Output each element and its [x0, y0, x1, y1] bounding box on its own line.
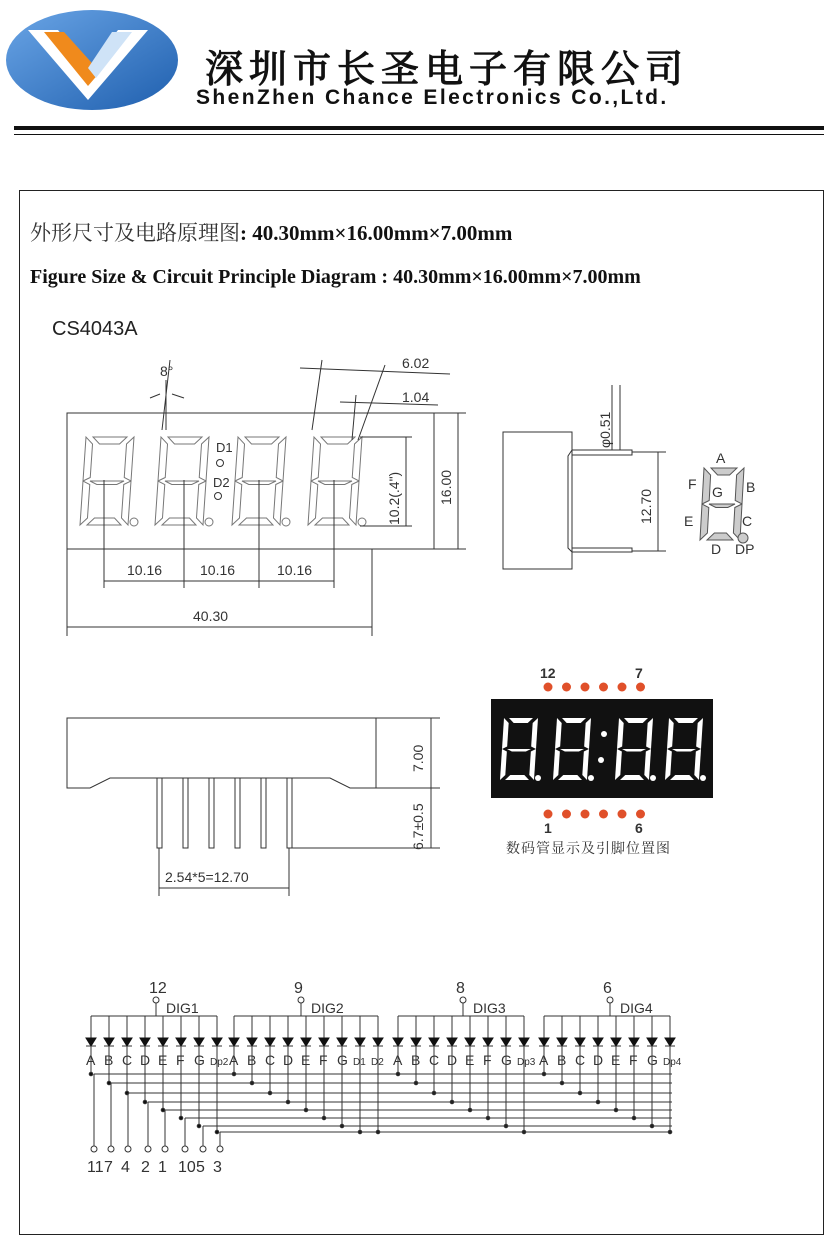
- digit-2-segment-label-4: D: [283, 1052, 294, 1068]
- pin-dot-top-3: [581, 683, 590, 692]
- front-digit-1-segment-a: [93, 437, 127, 444]
- digit-1-segment-label-6: F: [176, 1052, 185, 1068]
- front-digit-1-segment-e: [80, 481, 90, 525]
- side-body-outline: [503, 432, 572, 569]
- digit-1-segment-label-1: A: [86, 1052, 96, 1068]
- front-digit-4-segment-d: [315, 518, 349, 525]
- model-number: CS4043A: [52, 318, 138, 340]
- angle-arrows: [150, 394, 184, 398]
- digit-1-diode-1: [86, 1038, 96, 1046]
- digit-3-diode-1: [393, 1038, 403, 1046]
- digit-1-junction-6: [179, 1116, 183, 1120]
- side-pin-lower: [568, 450, 632, 552]
- bottom-pins: [157, 778, 292, 848]
- digit-4-segment-label-8: Dp4: [663, 1057, 682, 1068]
- segment-map-e: [700, 504, 709, 540]
- dim-pin-height: 12.70: [638, 488, 654, 524]
- segment-pin-number-5: 1: [158, 1159, 167, 1176]
- digit-2-segment-label-5: E: [301, 1052, 311, 1068]
- pin-label-1: 1: [544, 820, 552, 836]
- segment-map-g: [709, 504, 735, 508]
- pin-dot-top-2: [562, 683, 571, 692]
- display-digit-2-dp: [588, 775, 594, 781]
- digit-3-segment-label-2: B: [411, 1052, 421, 1068]
- digit-1-junction-2: [107, 1081, 111, 1085]
- front-digit-4-segment-f: [311, 437, 321, 481]
- digit-4-segment-label-6: F: [629, 1052, 638, 1068]
- digit-3-segment-label-4: D: [447, 1052, 458, 1068]
- dim-height: 16.00: [438, 469, 454, 505]
- front-digit-1-segment-b: [124, 437, 134, 481]
- seg-label-e: E: [684, 513, 694, 529]
- pin-dot-top-1: [544, 683, 553, 692]
- front-digit-4-segment-a: [321, 437, 355, 444]
- digit-2-segment-label-1: A: [229, 1052, 239, 1068]
- digit-2-segment-label-6: F: [319, 1052, 328, 1068]
- digit-4-diode-7: [647, 1038, 657, 1046]
- digit-4-diode-8: [665, 1038, 675, 1046]
- segment-pin-number-4: 2: [141, 1159, 150, 1176]
- dim-length: 40.30: [193, 608, 229, 624]
- segment-pin-6: [182, 1146, 188, 1152]
- front-digit-2-segment-f: [158, 437, 168, 481]
- digit-3-common-pin: [460, 997, 466, 1003]
- digit-2-diode-3: [265, 1038, 275, 1046]
- segment-pin-1: [91, 1146, 97, 1152]
- front-digit-3-dp: [282, 518, 290, 526]
- company-name-cn: 深圳市长圣电子有限公司: [205, 47, 690, 91]
- digit-1-segment-label-2: B: [104, 1052, 114, 1068]
- digit-4-diode-2: [557, 1038, 567, 1046]
- display-panel: [491, 699, 713, 798]
- front-digit-4-segment-e: [308, 481, 318, 525]
- front-digit-1-segment-g: [90, 481, 124, 485]
- digit-3-segment-label-1: A: [393, 1052, 403, 1068]
- pin-dot-bottom-2: [562, 810, 571, 819]
- pin-label-6: 6: [635, 820, 643, 836]
- digit-2-segment-label-3: C: [265, 1052, 276, 1068]
- display-digit-3-dp: [650, 775, 656, 781]
- digit-2-diode-9: [373, 1038, 383, 1046]
- segment-pin-number-1: 11: [87, 1159, 104, 1176]
- digit-3-name: DIG3: [473, 1000, 506, 1016]
- company-name-en: ShenZhen Chance Electronics Co.,Ltd.: [196, 86, 669, 109]
- title-en: Figure Size & Circuit Principle Diagram : 40.30mm×16.00mm×7.00mm: [30, 266, 641, 288]
- display-digit-4-dp: [700, 775, 706, 781]
- dim-pin-span: 2.54*5=12.70: [165, 869, 249, 885]
- digit-4-diode-3: [575, 1038, 585, 1046]
- dim-pitch-2: 10.16: [200, 562, 236, 578]
- front-digit-4-segment-c: [349, 481, 359, 525]
- digit-4-segment-label-5: E: [611, 1052, 621, 1068]
- bottom-pin-2: [183, 778, 188, 848]
- digit-1-diode-3: [122, 1038, 132, 1046]
- front-digit-2-segment-g: [165, 481, 199, 485]
- display-colon-lower: [598, 757, 604, 763]
- segment-map-a: [711, 468, 737, 475]
- circuit-diagram: [86, 980, 682, 1176]
- digit-4-common-pin: [607, 997, 613, 1003]
- segment-pin-number-7: 5: [196, 1159, 205, 1176]
- front-digit-3-segment-a: [245, 437, 279, 444]
- digit-3-diode-8: [519, 1038, 529, 1046]
- digit-1-segment-label-7: G: [194, 1052, 205, 1068]
- dim-pin-length: 6.7±0.5: [410, 803, 426, 850]
- front-digit-2-segment-c: [196, 481, 206, 525]
- digit-3-diode-2: [411, 1038, 421, 1046]
- digit-1-diode-7: [194, 1038, 204, 1046]
- digit-4-name: DIG4: [620, 1000, 653, 1016]
- digit-1-segment-label-3: C: [122, 1052, 133, 1068]
- dot-label-d2: D2: [213, 475, 230, 490]
- digit-4-segment-label-1: A: [539, 1052, 549, 1068]
- pin-dot-top-5: [618, 683, 627, 692]
- segment-pin-2: [108, 1146, 114, 1152]
- bottom-pin-4: [235, 778, 240, 848]
- digit-3-pin-number: 8: [456, 980, 465, 997]
- segment-map: [700, 468, 748, 543]
- segment-map-f: [702, 468, 711, 504]
- digit-2-name: DIG2: [311, 1000, 344, 1016]
- seg-label-b: B: [746, 479, 756, 495]
- front-digit-4-dp: [358, 518, 366, 526]
- segment-map-b: [735, 468, 744, 504]
- digit-1-junction-8: [215, 1130, 219, 1134]
- digit-1-segment-label-8: Dp2: [210, 1057, 229, 1068]
- digit-2-diode-2: [247, 1038, 257, 1046]
- dim-pitch-3: 10.16: [277, 562, 313, 578]
- bottom-pin-1: [157, 778, 162, 848]
- front-digit-3-segment-f: [235, 437, 245, 481]
- digit-1-segment-label-5: E: [158, 1052, 168, 1068]
- digit-1-junction-5: [161, 1108, 165, 1112]
- dim-pitch-1: 10.16: [127, 562, 163, 578]
- segment-pin-5: [162, 1146, 168, 1152]
- digit-3-diode-5: [465, 1038, 475, 1046]
- digit-2-diode-5: [301, 1038, 311, 1046]
- pin-position-caption: 数码管显示及引脚位置图: [506, 841, 671, 857]
- front-digit-3-segment-d: [239, 518, 273, 525]
- front-digit-2-segment-d: [162, 518, 196, 525]
- front-digit-3-segment-e: [232, 481, 242, 525]
- digit-2-segment-label-9: D2: [371, 1057, 384, 1068]
- segment-pin-number-2: 7: [104, 1159, 113, 1176]
- digit-3-diode-4: [447, 1038, 457, 1046]
- segment-pin-3: [125, 1146, 131, 1152]
- digit-2-segment-label-7: G: [337, 1052, 348, 1068]
- pin-dot-bottom-3: [581, 810, 590, 819]
- bottom-body-outline: [67, 718, 376, 788]
- digit-2-segment-label-8: D1: [353, 1057, 366, 1068]
- pin-dot-bottom-1: [544, 810, 553, 819]
- digit-4-segment-label-7: G: [647, 1052, 658, 1068]
- seg-label-f: F: [688, 476, 697, 492]
- dim-thickness: 7.00: [410, 744, 426, 772]
- digit-3-diode-3: [429, 1038, 439, 1046]
- segment-pin-7: [200, 1146, 206, 1152]
- dim-pin-diameter: φ0.51: [597, 411, 613, 448]
- dim-1-04-ext: [352, 395, 356, 440]
- digit-3-segment-label-5: E: [465, 1052, 475, 1068]
- pin-label-12: 12: [540, 665, 556, 681]
- digit-2-diode-7: [337, 1038, 347, 1046]
- pin-dot-bottom-4: [599, 810, 608, 819]
- digit-1-junction-1: [89, 1072, 93, 1076]
- front-digit-1-dp: [130, 518, 138, 526]
- pin-dot-top-6: [636, 683, 645, 692]
- digit-3-segment-label-6: F: [483, 1052, 492, 1068]
- digit-1-junction-7: [197, 1124, 201, 1128]
- digit-1-diode-2: [104, 1038, 114, 1046]
- display-colon-upper: [601, 731, 607, 737]
- digit-1-common-pin: [153, 997, 159, 1003]
- digit-3-segment-label-8: Dp3: [517, 1057, 536, 1068]
- display-digit-1-dp: [535, 775, 541, 781]
- segment-pin-number-8: 3: [213, 1159, 222, 1176]
- segment-pin-number-6: 10: [178, 1159, 196, 1176]
- digit-2-diode-4: [283, 1038, 293, 1046]
- digit-1-segment-label-4: D: [140, 1052, 151, 1068]
- digit-2-segment-label-2: B: [247, 1052, 257, 1068]
- bottom-pin-5: [261, 778, 266, 848]
- segment-pin-number-3: 4: [121, 1159, 130, 1176]
- digit-2-diode-8: [355, 1038, 365, 1046]
- dim-segment-width: 1.04: [402, 389, 430, 405]
- pin-dot-bottom-6: [636, 810, 645, 819]
- digit-4-diode-6: [629, 1038, 639, 1046]
- front-digit-2-segment-e: [155, 481, 165, 525]
- dim-6-02-ext-left: [312, 360, 322, 430]
- dot-label-d1: D1: [216, 440, 233, 455]
- pin-label-7: 7: [635, 665, 643, 681]
- digit-4-diode-4: [593, 1038, 603, 1046]
- front-digit-3-segment-c: [273, 481, 283, 525]
- digit-3-segment-label-7: G: [501, 1052, 512, 1068]
- dim-digit-height: 10.2(.4"): [386, 471, 402, 525]
- pin-dot-top-4: [599, 683, 608, 692]
- bottom-pin-3: [209, 778, 214, 848]
- digit-2-pin-number: 9: [294, 980, 303, 997]
- front-digit-1-segment-c: [121, 481, 131, 525]
- digit-1-junction-4: [143, 1100, 147, 1104]
- dim-digit-width: 6.02: [402, 355, 430, 371]
- front-digit-2-segment-a: [168, 437, 202, 444]
- segment-pin-4: [145, 1146, 151, 1152]
- digit-1-diode-8: [212, 1038, 222, 1046]
- digit-2-common-pin: [298, 997, 304, 1003]
- front-digit-2-dp: [205, 518, 213, 526]
- digit-1-diode-5: [158, 1038, 168, 1046]
- digit-1-diode-4: [140, 1038, 150, 1046]
- digit-1-diode-6: [176, 1038, 186, 1046]
- digit-3-diode-7: [501, 1038, 511, 1046]
- front-digit-4-segment-b: [352, 437, 362, 481]
- digit-4-segment-label-4: D: [593, 1052, 604, 1068]
- front-digit-4-segment-g: [318, 481, 352, 485]
- front-digit-2-segment-b: [199, 437, 209, 481]
- segment-map-d: [707, 533, 733, 540]
- digit-4-segment-label-3: C: [575, 1052, 586, 1068]
- digit-4-pin-number: 6: [603, 980, 612, 997]
- digit-4-segment-label-2: B: [557, 1052, 567, 1068]
- segment-pin-8: [217, 1146, 223, 1152]
- seg-label-a: A: [716, 450, 726, 466]
- seg-label-g: G: [712, 484, 723, 500]
- colon-dot-lower: [215, 493, 222, 500]
- colon-dot-upper: [217, 460, 224, 467]
- seg-label-d: D: [711, 541, 722, 557]
- front-digit-3-segment-b: [276, 437, 286, 481]
- seg-label-c: C: [742, 513, 753, 529]
- pin-dot-bottom-5: [618, 810, 627, 819]
- digit-2-diode-1: [229, 1038, 239, 1046]
- digit-2-diode-6: [319, 1038, 329, 1046]
- digit-4-diode-1: [539, 1038, 549, 1046]
- digit-1-name: DIG1: [166, 1000, 199, 1016]
- digit-3-segment-label-3: C: [429, 1052, 440, 1068]
- digit-1-pin-number: 12: [149, 980, 167, 997]
- bottom-pin-6: [287, 778, 292, 848]
- angle-label: 8°: [160, 363, 174, 379]
- front-digit-1-segment-f: [83, 437, 93, 481]
- side-pin-upper: [572, 450, 632, 455]
- title-cn: 外形尺寸及电路原理图: 40.30mm×16.00mm×7.00mm: [30, 221, 513, 245]
- digit-3-diode-6: [483, 1038, 493, 1046]
- seg-label-dp: DP: [735, 541, 755, 557]
- digit-4-diode-5: [611, 1038, 621, 1046]
